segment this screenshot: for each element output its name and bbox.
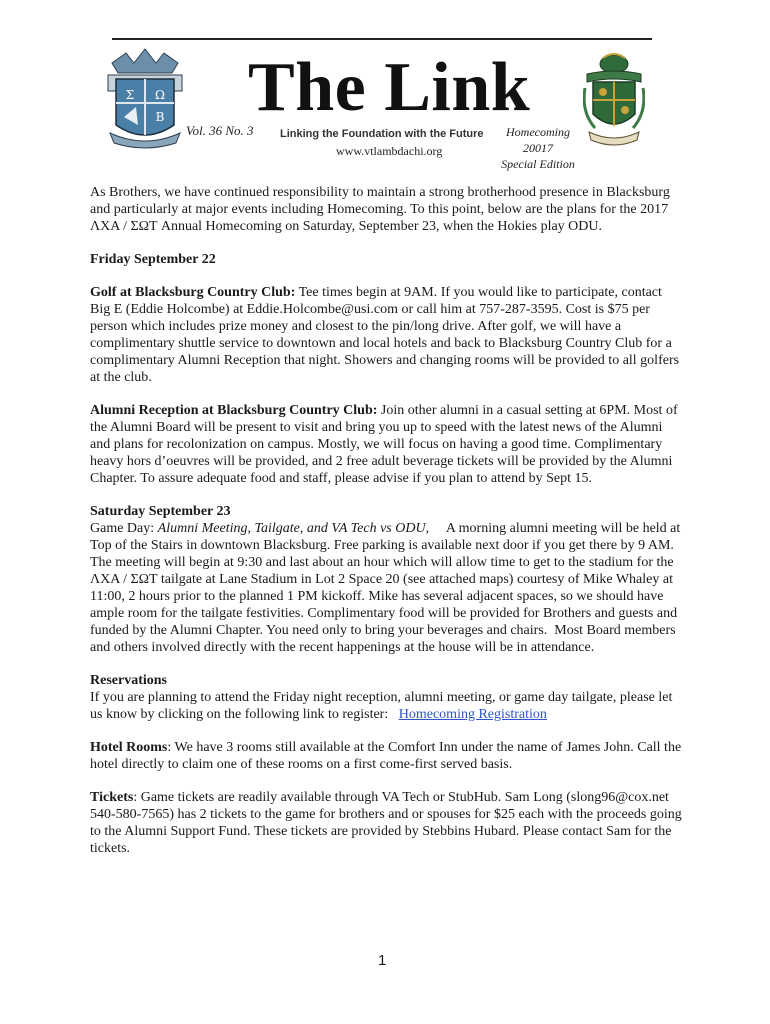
hotel-paragraph bbox=[90, 739, 685, 773]
edition-line-2: Special Edition bbox=[501, 157, 575, 171]
tickets-title: Tickets bbox=[90, 790, 134, 805]
reception-text: Join other alumni in a casual setting at 6PM. Most of the Alumni Board will be present to visit and bring you up to speed with the latest news of the Alumni and plans for recolonization on campus. Mostly, we will focus on having a good time. Complimentary heavy hors d’oeuvres will be provided, and 2 free adult beverage tickets will be provided by the Alumni Chapter. To assure adequate food and staff, please advise if you plan to attend by Sept 15. bbox=[90, 403, 678, 486]
intro-paragraph: As Brothers, we have continued responsibility to maintain a strong brotherhood presence in Blacksburg and particularly at major events including Homecoming. To this point, below are the plans for the 2017 ΛΧΑ / ΣΩΤ Annual Homecoming on Saturday, September 23, when the Hokies play ODU. bbox=[90, 185, 670, 234]
gameday-subtitle: Alumni Meeting, Tailgate, and VA Tech vs ODU, bbox=[157, 521, 430, 536]
reservations-heading: Reservations bbox=[90, 673, 167, 688]
gameday-text: A morning alumni meeting will be held at Top of the Stairs in downtown Blacksburg. Free parking is available next door if you get there by 9 AM. The meeting will begin at 9:30 and last about an hour which will allow time to get to the stadium for the ΛΧΑ / ΣΩΤ tailgate at Lane Stadium in Lot 2 Space 20 (see attached maps) courtesy of Mike Whaley at 11:00, 2 hours prior to the planned 1 PM kickoff. Mike has several adjacent spaces, so we should have ample room for the tailgate festivities. Complimentary food will be provided for Brothers and guests and funded by the Alumni Chapter. You need only to bring your beverages and chairs. Most Board members and others involved directly with the recent happenings at the house will be in attendance. bbox=[90, 521, 684, 655]
golf-title: Golf at Blacksburg Country Club: bbox=[90, 285, 296, 300]
svg-text:B: B bbox=[155, 110, 165, 124]
fraternity-crest-logo bbox=[106, 45, 184, 149]
newsletter-body bbox=[90, 184, 685, 873]
reservations-paragraph bbox=[90, 689, 685, 723]
newsletter-title: The Link bbox=[248, 49, 531, 126]
svg-text:Ω: Ω bbox=[155, 88, 165, 102]
sorority-crest-logo bbox=[583, 52, 645, 146]
svg-text:Σ: Σ bbox=[125, 88, 135, 102]
page-number: 1 bbox=[378, 952, 387, 969]
reservations-text: If you are planning to attend the Friday night reception, alumni meeting, or game day tailgate, please let us know by clicking on the following link to register: bbox=[90, 690, 676, 722]
gameday-paragraph bbox=[90, 520, 685, 656]
edition-line-1: Homecoming 20017 bbox=[506, 125, 570, 155]
saturday-heading: Saturday September 23 bbox=[90, 504, 231, 519]
homecoming-registration-link[interactable]: Homecoming Registration bbox=[398, 707, 547, 722]
golf-text: Tee times begin at 9AM. If you would like to participate, contact Big E (Eddie Holcombe) at Eddie.Holcombe@usi.com or call him at 757-287-3595. Cost is $75 per person which includes prize money and closest to the pin/long drive. After golf, we will have a complimentary shuttle service to downtown and local hotels and back to Blacksburg Country Club for a complimentary Alumni Reception that night. Showers and changing rooms will be provided to all golfers at the club. bbox=[90, 285, 680, 385]
tickets-text: : Game tickets are readily available through VA Tech or StubHub. Sam Long (slong96@cox.net 540-580-7565) has 2 tickets to the game for brothers and or spouses for $25 each with the proceeds going to the Alumni Support Fund. These tickets are provided by Stebbins Hubard. Please contact Sam for the tickets. bbox=[90, 790, 682, 856]
reception-title: Alumni Reception at Blacksburg Country Club: bbox=[90, 403, 378, 418]
hotel-text: : We have 3 rooms still available at the Comfort Inn under the name of James John. Call the hotel directly to claim one of these rooms on a first come-first served basis. bbox=[90, 740, 682, 772]
volume-number: Vol. 36 No. 3 bbox=[186, 123, 254, 138]
reception-paragraph bbox=[90, 402, 685, 487]
tickets-paragraph bbox=[90, 789, 685, 857]
newsletter-tagline: Linking the Foundation with the Future bbox=[280, 128, 484, 140]
hotel-title: Hotel Rooms bbox=[90, 740, 168, 755]
gameday-label: Game Day: bbox=[90, 521, 158, 536]
website-url[interactable]: www.vtlambdachi.org bbox=[336, 144, 443, 158]
friday-heading: Friday September 22 bbox=[90, 252, 216, 267]
golf-paragraph bbox=[90, 284, 685, 386]
header-rule bbox=[112, 38, 652, 40]
edition-label bbox=[490, 124, 586, 172]
